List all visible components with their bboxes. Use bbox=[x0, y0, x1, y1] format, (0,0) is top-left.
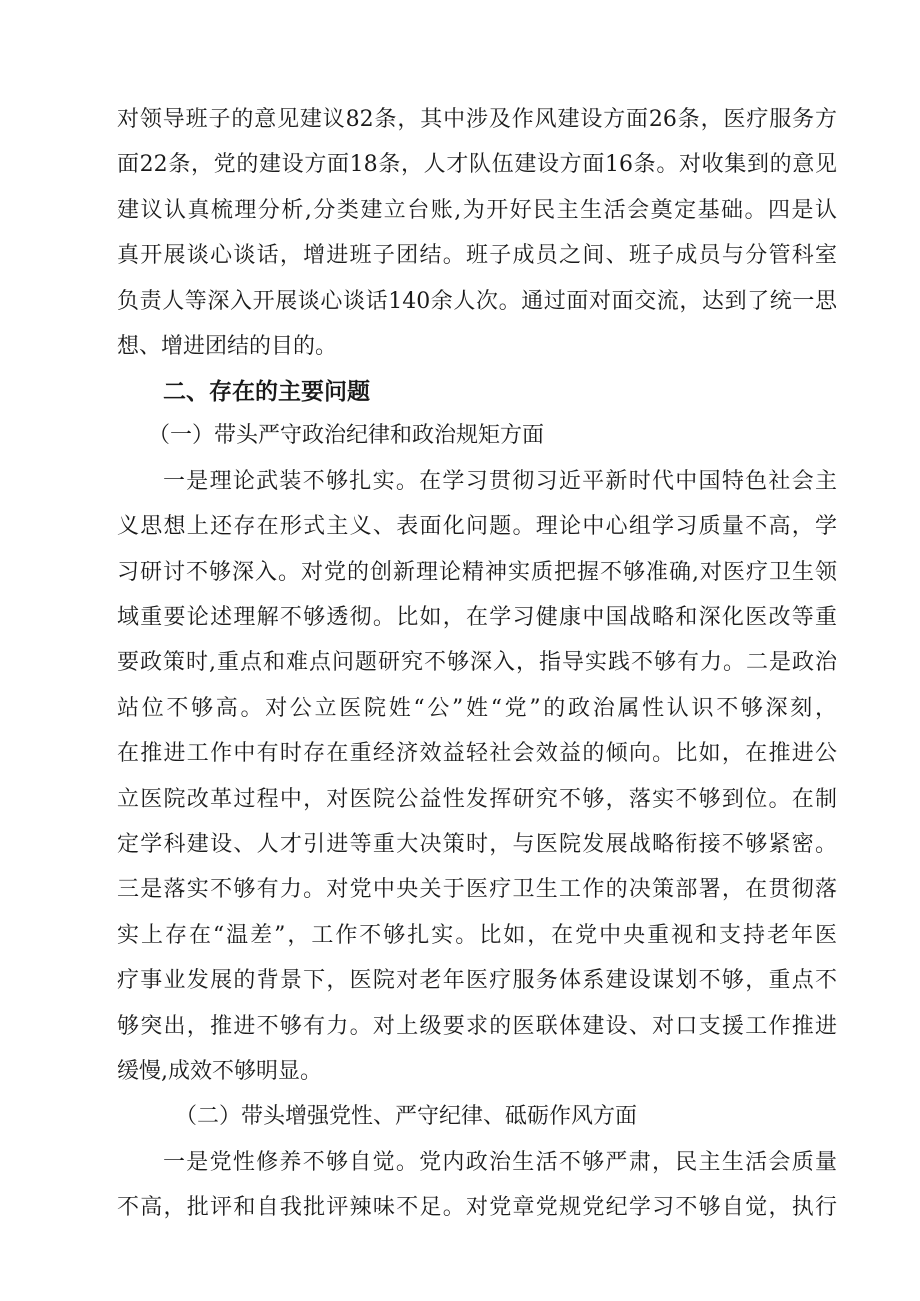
paragraph-line: 域重要论述理解不够透彻。比如，在学习健康中国战略和深化医改等重 bbox=[117, 605, 837, 630]
paragraph-line: 真开展谈心谈话，增进班子团结。班子成员之间、班子成员与分管科室 bbox=[117, 243, 837, 268]
section-heading: 二、存在的主要问题 bbox=[163, 379, 370, 405]
paragraph-line: 对领导班子的意见建议82条，其中涉及作风建设方面26条，医疗服务方 bbox=[117, 107, 837, 132]
paragraph-line: 义思想上还存在形式主义、表面化问题。理论中心组学习质量不高，学 bbox=[117, 514, 837, 539]
paragraph-line: 负责人等深入开展谈心谈话140余人次。通过面对面交流，达到了统一思 bbox=[117, 289, 837, 314]
paragraph-line: 一是党性修养不够自觉。党内政治生活不够严肃，民主生活会质量 bbox=[163, 1150, 837, 1175]
subsection-heading: （二）带头增强党性、严守纪律、砥砺作风方面 bbox=[175, 1104, 638, 1129]
paragraph-line: 三是落实不够有力。对党中央关于医疗卫生工作的决策部署，在贯彻落 bbox=[117, 877, 837, 902]
paragraph-line: 面22条，党的建设方面18条，人才队伍建设方面16条。对收集到的意见 bbox=[117, 152, 837, 177]
paragraph-line: 不高，批评和自我批评辣味不足。对党章党规党纪学习不够自觉，执行 bbox=[117, 1195, 837, 1220]
paragraph-line: 定学科建设、人才引进等重大决策时，与医院发展战略衔接不够紧密。 bbox=[117, 832, 837, 857]
paragraph-line: 站位不够高。对公立医院姓“公”姓“党”的政治属性认识不够深刻， bbox=[117, 696, 837, 721]
paragraph-line: 缓慢,成效不够明显。 bbox=[117, 1059, 322, 1084]
paragraph-line: 够突出，推进不够有力。对上级要求的医联体建设、对口支援工作推进 bbox=[117, 1014, 837, 1039]
subsection-heading: （一）带头严守政治纪律和政治规矩方面 bbox=[148, 423, 545, 448]
paragraph-line: 习研讨不够深入。对党的创新理论精神实质把握不够准确,对医疗卫生领 bbox=[117, 560, 837, 585]
paragraph-line: 疗事业发展的背景下，医院对老年医疗服务体系建设谋划不够，重点不 bbox=[117, 968, 837, 993]
paragraph-line: 一是理论武装不够扎实。在学习贯彻习近平新时代中国特色社会主 bbox=[163, 469, 837, 494]
paragraph-line: 想、增进团结的目的。 bbox=[117, 334, 338, 359]
paragraph-line: 要政策时,重点和难点问题研究不够深入，指导实践不够有力。二是政治 bbox=[117, 650, 837, 675]
paragraph-line: 立医院改革过程中，对医院公益性发挥研究不够，落实不够到位。在制 bbox=[117, 787, 837, 812]
paragraph-line: 实上存在“温差”，工作不够扎实。比如，在党中央重视和支持老年医 bbox=[117, 923, 837, 948]
paragraph-line: 建议认真梳理分析,分类建立台账,为开好民主生活会奠定基础。四是认 bbox=[117, 198, 837, 223]
paragraph-line: 在推进工作中有时存在重经济效益轻社会效益的倾向。比如，在推进公 bbox=[117, 741, 837, 766]
